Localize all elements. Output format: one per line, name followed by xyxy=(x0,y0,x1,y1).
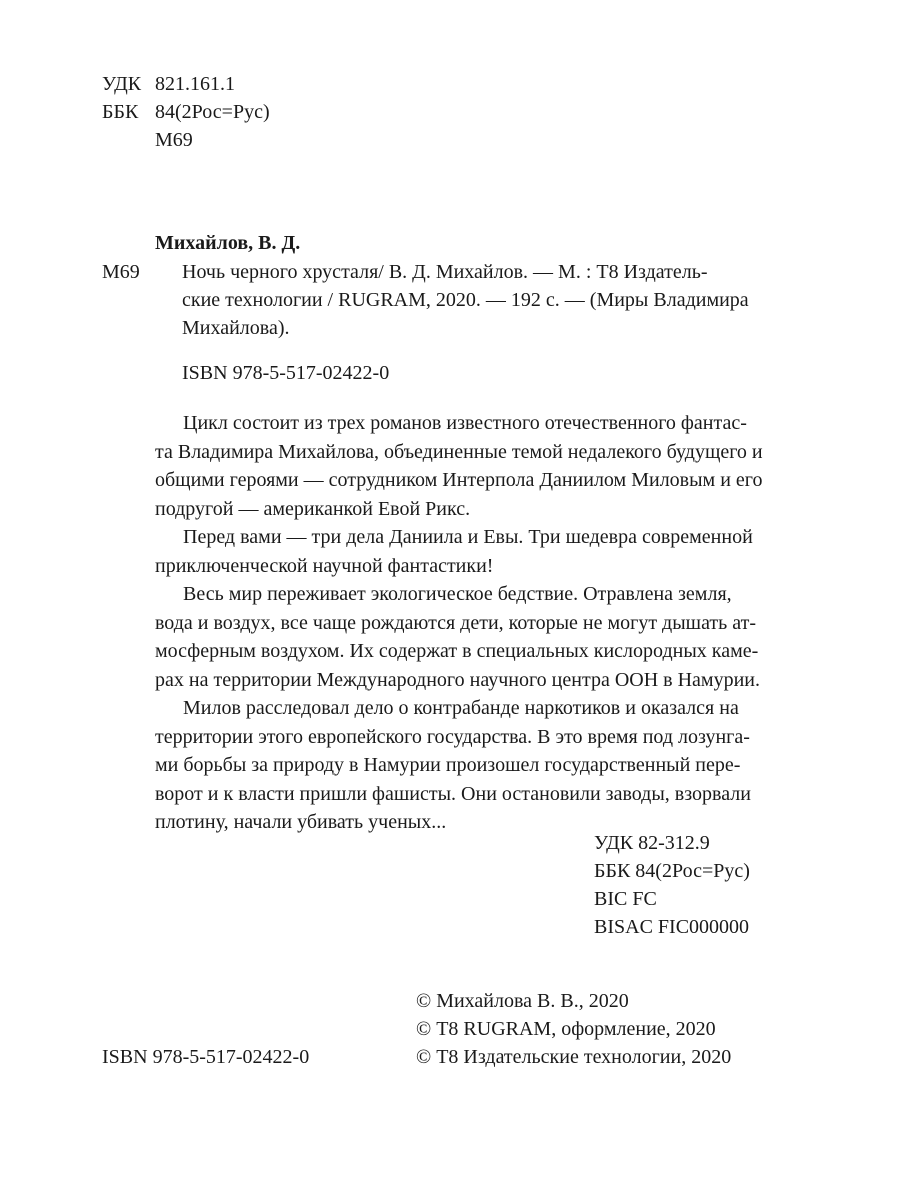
udk-label: УДК xyxy=(102,73,142,95)
copyright-line: © Т8 RUGRAM, оформление, 2020 xyxy=(416,1018,716,1040)
annotation-line: Перед вами — три дела Даниила и Евы. Три шедевра современной xyxy=(183,526,753,548)
record-line: Ночь черного хрусталя/ В. Д. Михайлов. — М. : Т8 Издатель- xyxy=(182,261,708,283)
annotation-line: плотину, начали убивать ученых... xyxy=(155,811,447,833)
footer-isbn: ISBN 978-5-517-02422-0 xyxy=(102,1046,310,1068)
annotation-line: общими героями — сотрудником Интерпола Даниилом Миловым и его xyxy=(155,469,763,491)
bic-code: BIC FC xyxy=(594,888,657,910)
copyright-line: © Т8 Издательские технологии, 2020 xyxy=(416,1046,732,1068)
bbk-code: ББК 84(2Рос=Рус) xyxy=(594,860,750,882)
record-line: Михайлова). xyxy=(182,317,290,339)
author-heading: Михайлов, В. Д. xyxy=(155,232,301,254)
annotation-line: подругой — американкой Евой Рикс. xyxy=(155,497,471,520)
annotation-line: Весь мир переживает экологическое бедствие. Отравлена земля, xyxy=(183,583,732,605)
annotation-line: Милов расследовал дело о контрабанде наркотиков и оказался на xyxy=(183,697,739,719)
annotation-line: рах на территории Международного научного центра ООН в Намурии. xyxy=(155,668,760,691)
annotation-line: мосферным воздухом. Их содержат в специальных кислородных каме- xyxy=(155,640,759,662)
annotation-line: ворот и к власти пришли фашисты. Они остановили заводы, взорвали xyxy=(155,782,751,805)
annotation-paragraph xyxy=(155,409,766,523)
annotation-paragraph xyxy=(155,580,766,694)
annotation-line: приключенческой научной фантастики! xyxy=(155,554,494,577)
annotation-line: территории этого европейского государства. В это время под лозунга- xyxy=(155,725,750,748)
bbk-value: 84(2Рос=Рус) xyxy=(155,101,270,123)
record-mark: М69 xyxy=(102,261,140,283)
record-line: ские технологии / RUGRAM, 2020. — 192 с. — (Миры Владимира xyxy=(182,289,749,311)
annotation xyxy=(155,409,766,837)
record-isbn: ISBN 978-5-517-02422-0 xyxy=(182,362,390,384)
udk-value: 821.161.1 xyxy=(155,73,235,95)
annotation-line: ми борьбы за природу в Намурии произошел государственный пере- xyxy=(155,754,741,776)
annotation-paragraph xyxy=(155,694,766,837)
annotation-line: Цикл состоит из трех романов известного отечественного фантас- xyxy=(183,412,747,434)
author-mark: М69 xyxy=(155,129,193,151)
bbk-label: ББК xyxy=(102,101,139,123)
record-description xyxy=(182,258,766,342)
annotation-paragraph xyxy=(155,523,766,580)
copyright-line: © Михайлова В. В., 2020 xyxy=(416,990,629,1012)
udk-code: УДК 82-312.9 xyxy=(594,832,710,854)
annotation-line: вода и воздух, все чаще рождаются дети, которые не могут дышать ат- xyxy=(155,611,757,634)
bisac-code: BISAC FIC000000 xyxy=(594,916,750,938)
annotation-line: та Владимира Михайлова, объединенные темой недалекого будущего и xyxy=(155,440,763,463)
